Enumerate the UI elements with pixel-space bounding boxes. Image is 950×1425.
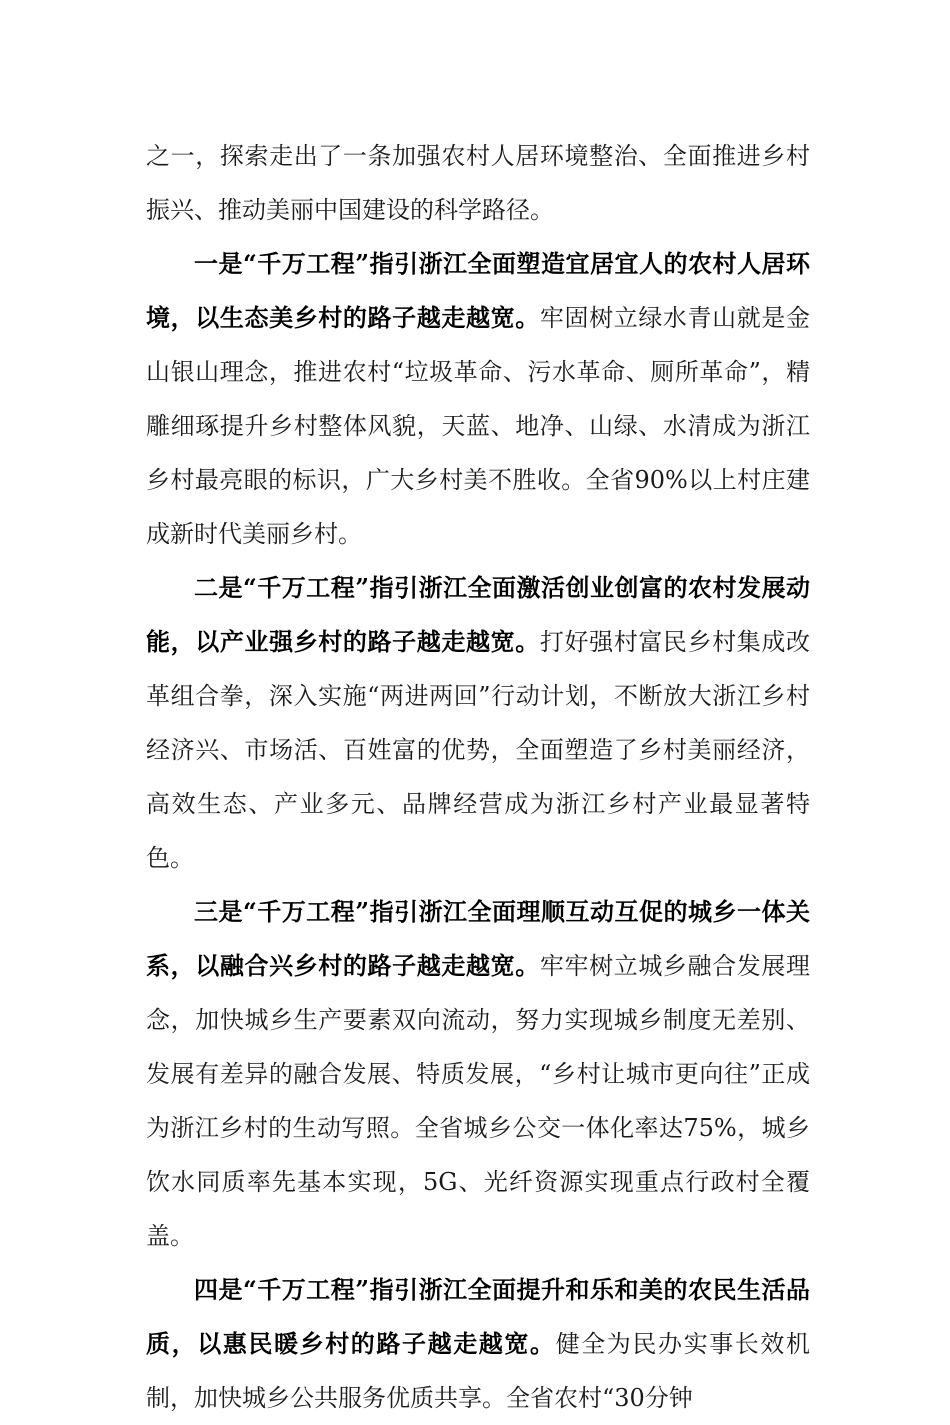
paragraph-point-3 xyxy=(146,885,810,1263)
document-body xyxy=(146,129,810,1425)
paragraph-body: 健全为民办实事长效机制，加快城乡公共服务优质共享。全省农村“30分钟 xyxy=(146,1330,811,1412)
paragraph-intro-continuation xyxy=(146,129,810,237)
paragraph-point-4 xyxy=(146,1263,810,1425)
paragraph-body: 打好强村富民乡村集成改革组合拳，深入实施“两进两回”行动计划，不断放大浙江乡村经济兴、市场活、百姓富的优势，全面塑造了乡村美丽经济，高效生态、产业多元、品牌经营成为浙江乡村产业最显著特色。 xyxy=(146,628,811,872)
paragraph-lead: 一是“千万工程”指引浙江全面塑造宜居宜人的农村人居环境，以生态美乡村的路子越走越宽。 xyxy=(146,249,810,332)
paragraph-body: 牢固树立绿水青山就是金山银山理念，推进农村“垃圾革命、污水革命、厕所革命”，精雕细琢提升乡村整体风貌，天蓝、地净、山绿、水清成为浙江乡村最亮眼的标识，广大乡村美不胜收。全省90%以上村庄建成新时代美丽乡村。 xyxy=(146,304,811,548)
paragraph-point-1 xyxy=(146,237,810,561)
paragraph-lead: 三是“千万工程”指引浙江全面理顺互动互促的城乡一体关系，以融合兴乡村的路子越走越宽。 xyxy=(146,897,810,980)
paragraph-body: 牢牢树立城乡融合发展理念，加快城乡生产要素双向流动，努力实现城乡制度无差别、发展有差异的融合发展、特质发展，“乡村让城市更向往”正成为浙江乡村的生动写照。全省城乡公交一体化率达75%，城乡饮水同质率先基本实现，5G、光纤资源实现重点行政村全覆盖。 xyxy=(146,952,811,1250)
paragraph-point-2 xyxy=(146,561,810,885)
paragraph-lead: 四是“千万工程”指引浙江全面提升和乐和美的农民生活品质，以惠民暖乡村的路子越走越宽。 xyxy=(146,1275,810,1358)
paragraph-lead: 二是“千万工程”指引浙江全面激活创业创富的农村发展动能，以产业强乡村的路子越走越宽。 xyxy=(146,573,810,656)
paragraph-body: 之一，探索走出了一条加强农村人居环境整治、全面推进乡村振兴、推动美丽中国建设的科学路径。 xyxy=(146,142,810,224)
